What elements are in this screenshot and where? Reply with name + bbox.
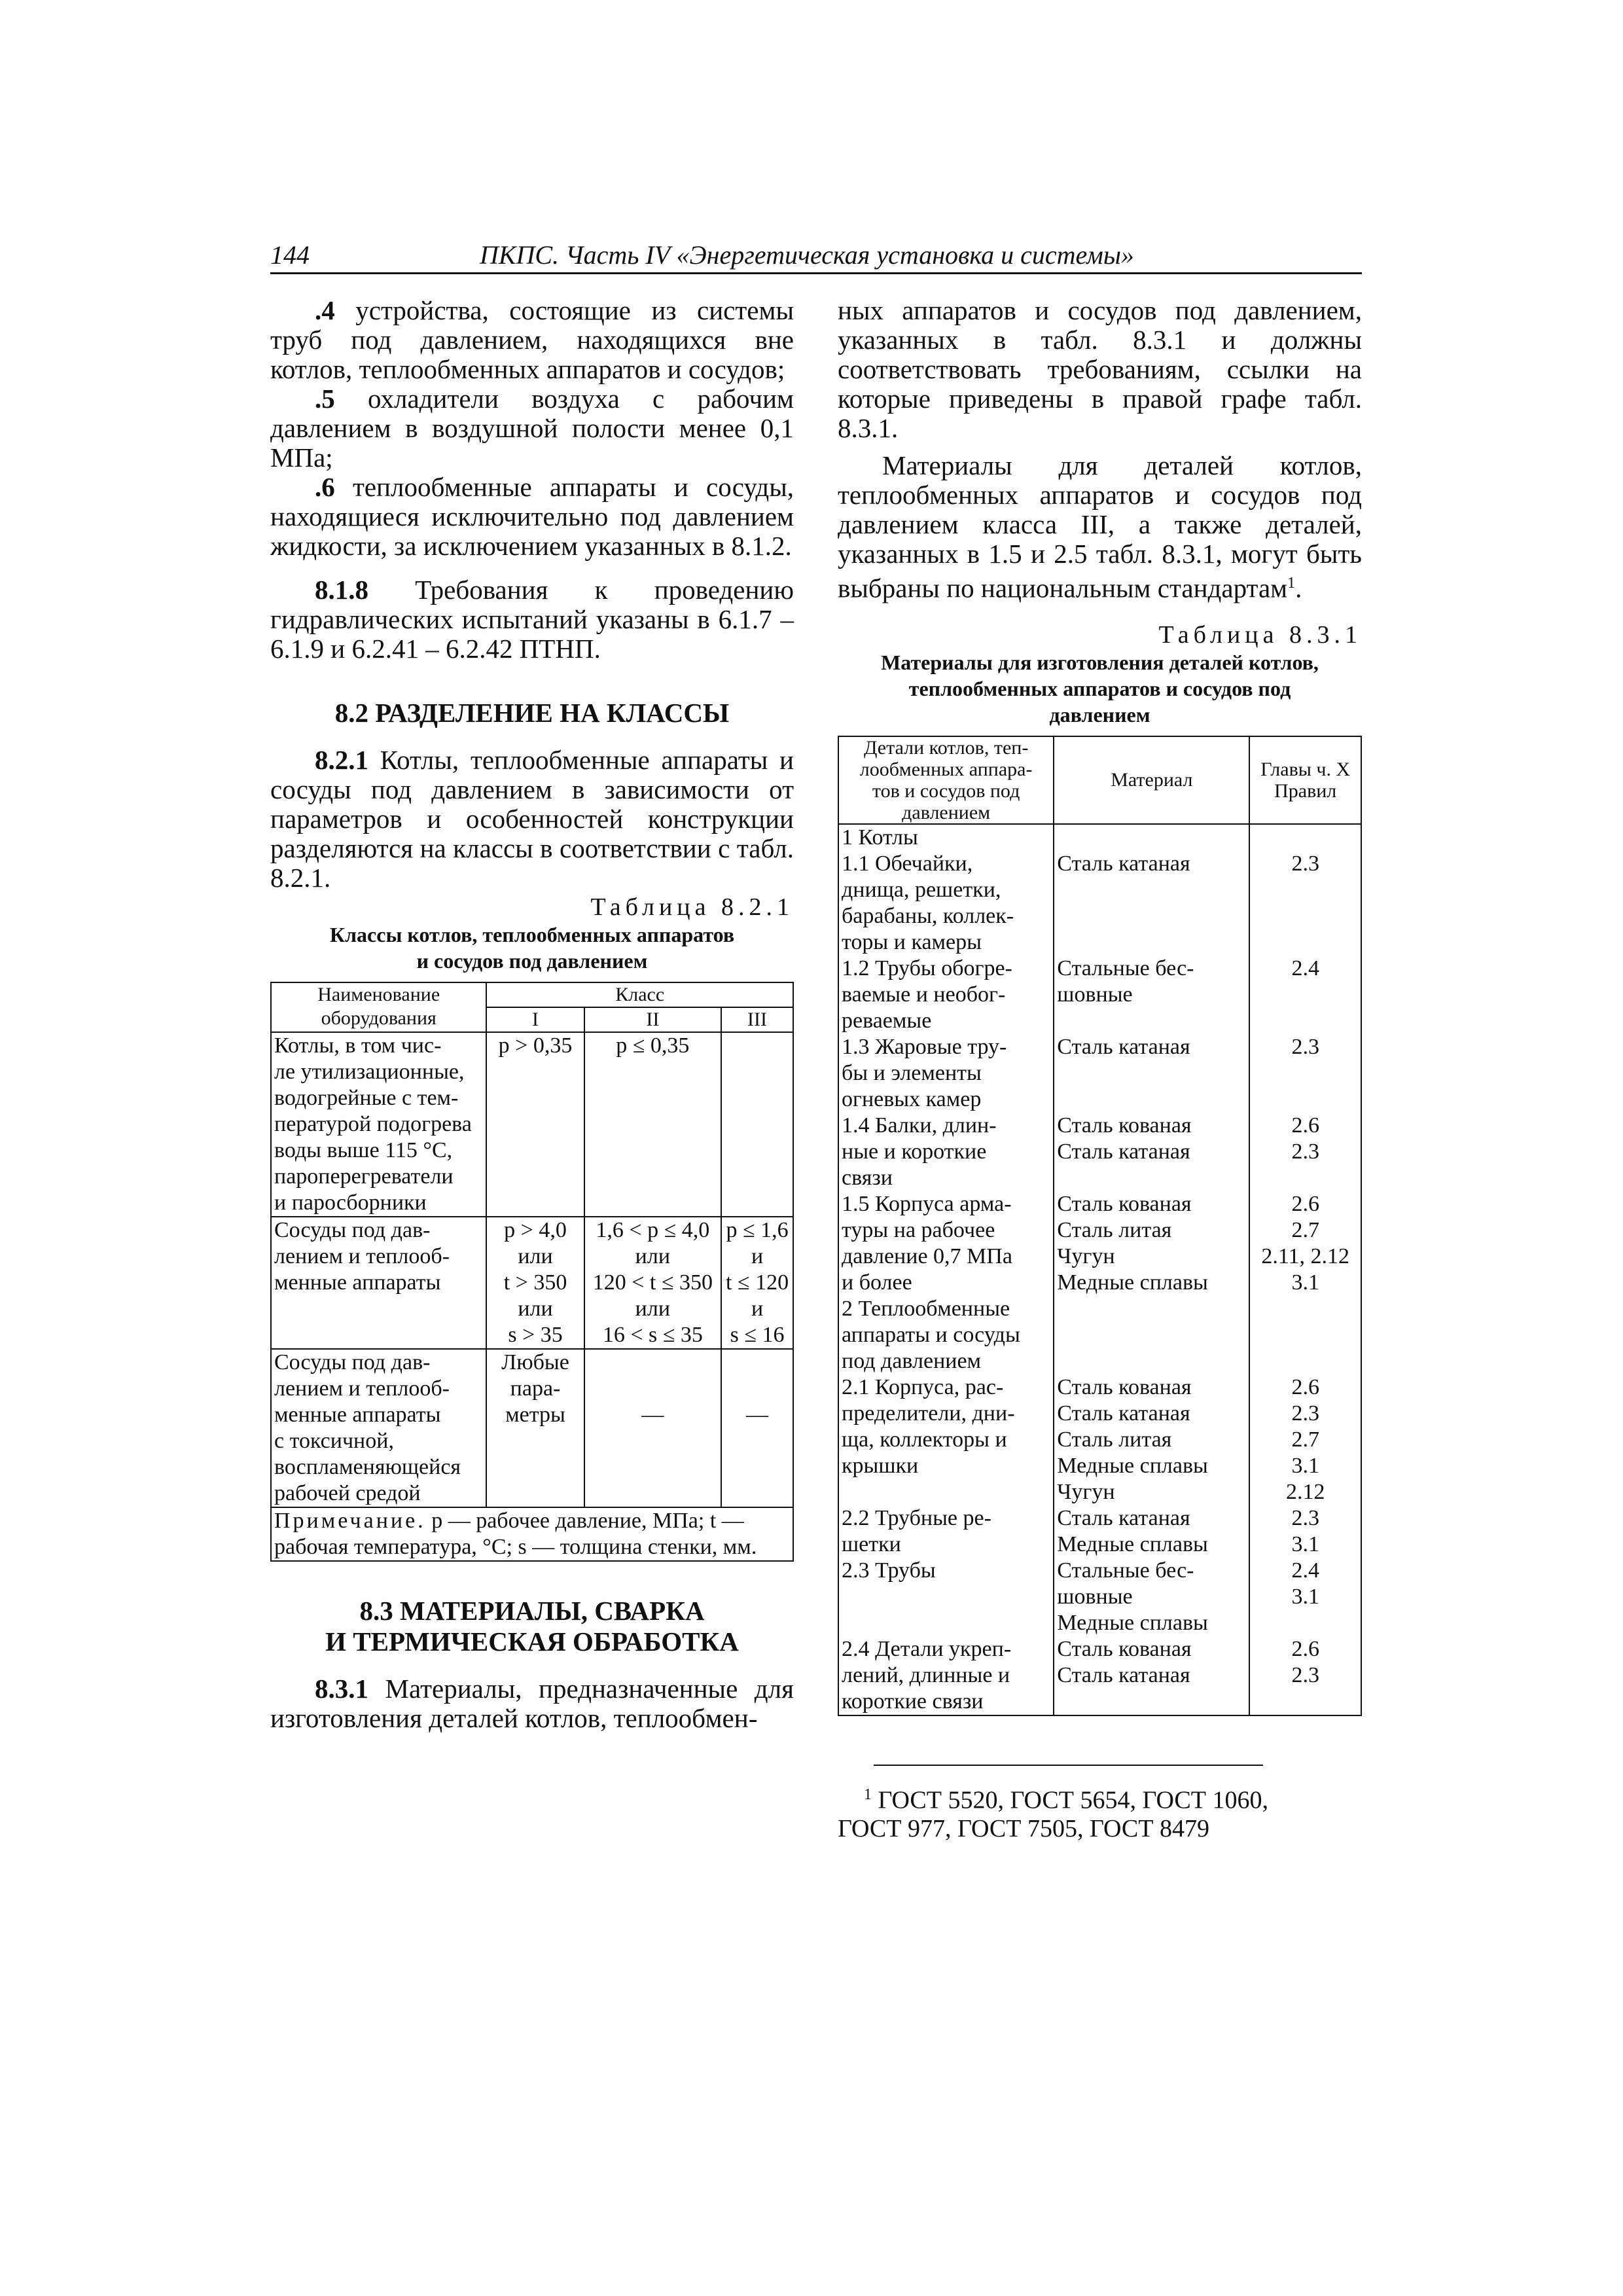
paragraph-end: . bbox=[1295, 573, 1302, 603]
part-cell bbox=[838, 1505, 1054, 1558]
column-header-class-2: II bbox=[584, 1007, 721, 1032]
part-cell bbox=[838, 1558, 1054, 1636]
table-row bbox=[838, 1034, 1361, 1113]
table-8-2-1-caption: Таблица 8.2.1 bbox=[590, 893, 794, 921]
material-cell-line: Сталь кованая bbox=[1057, 1374, 1192, 1399]
equipment-cell-line: воды выше 115 °С, bbox=[274, 1138, 453, 1162]
material-cell-line: Медные сплавы bbox=[1057, 1453, 1208, 1478]
table-row bbox=[271, 1217, 793, 1349]
table-row bbox=[271, 1032, 793, 1217]
class-2-cell-line: или bbox=[635, 1244, 671, 1268]
note-text: p — рабочее давление, МПа; t — рабочая температура, °С; s — толщина стенки, мм. bbox=[274, 1509, 757, 1559]
part-cell-line: пределители, дни- bbox=[842, 1401, 1015, 1426]
chapter-cell-line: 2.6 bbox=[1291, 1636, 1319, 1661]
chapter-cell bbox=[1249, 1374, 1361, 1505]
column-header-material: Материал bbox=[1054, 736, 1249, 824]
part-cell-line: 1.3 Жаровые тру- bbox=[842, 1034, 1007, 1059]
equipment-cell-line: Сосуды под дав- bbox=[274, 1350, 431, 1374]
equipment-cell bbox=[271, 1217, 486, 1349]
part-cell-line: аппараты и сосуды bbox=[842, 1322, 1020, 1347]
clause-number: 8.2.1 bbox=[315, 745, 368, 775]
column-header-equipment: Наименование оборудования bbox=[271, 982, 486, 1032]
table-8-3-1-title-line-3: давлением bbox=[1049, 702, 1150, 726]
part-cell-line: ваемые и необог- bbox=[842, 982, 1006, 1007]
footnote-line-2: ГОСТ 977, ГОСТ 7505, ГОСТ 8479 bbox=[838, 1815, 1209, 1843]
equipment-cell-line: Котлы, в том чис- bbox=[274, 1033, 442, 1058]
class-1-cell-line: p > 4,0 bbox=[504, 1218, 567, 1242]
chapter-cell bbox=[1249, 1034, 1361, 1113]
part-cell-line: давление 0,7 МПа bbox=[842, 1244, 1012, 1268]
chapter-cell-line: 3.1 bbox=[1291, 1270, 1319, 1295]
table-row bbox=[838, 1113, 1361, 1191]
table-row bbox=[838, 824, 1361, 851]
material-cell-line: Сталь катаная bbox=[1057, 1505, 1190, 1530]
material-cell bbox=[1054, 1113, 1249, 1191]
material-cell-line: шовные bbox=[1057, 982, 1133, 1007]
equipment-cell-line: ле утилизационные, bbox=[274, 1060, 465, 1084]
chapter-cell-line: 2.6 bbox=[1291, 1374, 1319, 1399]
part-cell-line: днища, решетки, bbox=[842, 877, 1001, 902]
clause-number: 8.3.1 bbox=[315, 1674, 368, 1704]
equipment-cell-line: и паросборники bbox=[274, 1191, 427, 1215]
part-cell-line: короткие связи bbox=[842, 1689, 984, 1713]
right-column bbox=[838, 296, 1362, 1843]
class-3-cell-line: s ≤ 16 bbox=[730, 1323, 785, 1347]
table-8-2-1-title-line-1: Классы котлов, теплообменных аппаратов bbox=[329, 923, 735, 946]
material-cell-line: Сталь кованая bbox=[1057, 1191, 1192, 1216]
paragraph-item-6 bbox=[270, 473, 794, 561]
class-2-cell-line: 120 < t ≤ 350 bbox=[592, 1270, 713, 1295]
part-cell-line: 2.4 Детали укреп- bbox=[842, 1636, 1012, 1661]
item-text: теплообменные аппараты и сосуды, находящиеся исключительно под давлением жидкости, за исключением указанных в 8.1.2. bbox=[270, 472, 794, 561]
chapter-cell-line: 2.3 bbox=[1291, 851, 1319, 876]
part-cell-line: барабаны, коллек- bbox=[842, 903, 1014, 928]
part-cell-line: 1.2 Трубы обогре- bbox=[842, 956, 1012, 980]
class-1-cell-line: p > 0,35 bbox=[498, 1033, 573, 1058]
material-cell-line: Сталь литая bbox=[1057, 1427, 1172, 1452]
chapter-cell-line: 3.1 bbox=[1291, 1584, 1319, 1609]
equipment-cell-line: с токсичной, bbox=[274, 1429, 394, 1453]
chapter-cell-line: 2.3 bbox=[1291, 1401, 1319, 1426]
part-cell-line: торы и камеры bbox=[842, 929, 982, 954]
chapter-cell-line: 2.4 bbox=[1291, 956, 1319, 980]
part-cell-line: под давлением bbox=[842, 1348, 982, 1373]
chapter-cell-line: 2.3 bbox=[1291, 1505, 1319, 1530]
chapter-cell bbox=[1249, 824, 1361, 851]
table-row bbox=[271, 1349, 793, 1507]
part-cell-line: 1.4 Балки, длин- bbox=[842, 1113, 997, 1138]
part-cell-line: 2.3 Трубы bbox=[842, 1558, 936, 1583]
item-text: устройства, состоящие из системы труб под давлением, находящихся вне котлов, теплообменных аппаратов и сосудов; bbox=[270, 295, 794, 384]
equipment-cell-line: менные аппараты bbox=[274, 1403, 441, 1427]
table-row bbox=[838, 1296, 1361, 1374]
part-cell-line: бы и элементы bbox=[842, 1060, 982, 1085]
part-cell-line: туры на рабочее bbox=[842, 1217, 995, 1242]
table-row bbox=[838, 1191, 1361, 1296]
material-cell bbox=[1054, 956, 1249, 1034]
footnote bbox=[838, 1780, 1362, 1844]
chapter-cell bbox=[1249, 1505, 1361, 1558]
material-cell-line: Медные сплавы bbox=[1057, 1270, 1208, 1295]
class-3-cell bbox=[721, 1217, 793, 1349]
equipment-cell-line: лением и теплооб- bbox=[274, 1244, 450, 1268]
equipment-cell-line: менные аппараты bbox=[274, 1270, 441, 1295]
part-cell bbox=[838, 824, 1054, 851]
material-cell-line: Стальные бес- bbox=[1057, 956, 1194, 980]
class-1-cell-line: Любые bbox=[501, 1350, 569, 1374]
class-2-cell bbox=[584, 1349, 721, 1507]
class-3-cell-line: p ≤ 1,6 bbox=[726, 1218, 789, 1242]
class-1-cell-line: t > 350 bbox=[503, 1270, 567, 1295]
material-cell-line: Сталь кованая bbox=[1057, 1636, 1192, 1661]
paragraph-national-standards bbox=[838, 451, 1362, 603]
note-label: Примечание. bbox=[274, 1509, 426, 1533]
column-header-chapters: Главы ч. X Правил bbox=[1249, 736, 1361, 824]
material-cell bbox=[1054, 1034, 1249, 1113]
part-cell-line: 1 Котлы bbox=[842, 825, 918, 850]
class-3-cell bbox=[721, 1032, 793, 1217]
chapter-cell-line: 2.11, 2.12 bbox=[1261, 1244, 1350, 1268]
part-cell bbox=[838, 851, 1054, 956]
equipment-cell-line: пературой подогрева bbox=[274, 1112, 472, 1136]
running-title: ПКПС. Часть IV «Энергетическая установка и системы» bbox=[480, 240, 1134, 270]
item-text: охладители воздуха с рабочим давлением в воздушной полости менее 0,1 МПа; bbox=[270, 384, 794, 473]
class-2-cell-line: 1,6 < p ≤ 4,0 bbox=[596, 1218, 710, 1242]
material-cell-line: Чугун bbox=[1057, 1479, 1115, 1504]
equipment-cell-line: рабочей средой bbox=[274, 1481, 421, 1505]
part-cell-line: ща, коллекторы и bbox=[842, 1427, 1007, 1452]
table-row bbox=[838, 1374, 1361, 1505]
footnote-mark: 1 bbox=[1287, 575, 1296, 592]
part-cell-line: реваемые bbox=[842, 1008, 932, 1033]
class-1-cell bbox=[486, 1349, 584, 1507]
material-cell-line: Чугун bbox=[1057, 1244, 1115, 1268]
part-cell bbox=[838, 1636, 1054, 1715]
part-cell-line: 2.1 Корпуса, рас- bbox=[842, 1374, 1004, 1399]
part-cell bbox=[838, 1374, 1054, 1505]
chapter-cell-line: 2.3 bbox=[1291, 1662, 1319, 1687]
class-1-cell-line: пара- bbox=[510, 1376, 561, 1401]
paragraph-text: Материалы для деталей котлов, теплообменных аппаратов и сосудов под давлением класса III, а также деталей, указанных в 1.5 и 2.5 табл. 8.3.1, могут быть выбраны по национальным стандартам bbox=[838, 450, 1362, 603]
item-number: .5 bbox=[315, 384, 335, 414]
material-cell-line: Сталь литая bbox=[1057, 1217, 1172, 1242]
material-cell bbox=[1054, 1636, 1249, 1715]
chapter-cell-line: 2.7 bbox=[1291, 1217, 1319, 1242]
clause-text: Требования к проведению гидравлических испытаний указаны в 6.1.7 – 6.1.9 и 6.2.41 – 6.2.42 ПТНП. bbox=[270, 575, 794, 664]
part-cell bbox=[838, 1034, 1054, 1113]
class-3-cell bbox=[721, 1349, 793, 1507]
table-row bbox=[838, 1636, 1361, 1715]
class-2-cell-line: p ≤ 0,35 bbox=[616, 1033, 690, 1058]
part-cell-line: ные и короткие bbox=[842, 1139, 987, 1164]
material-cell-line: Сталь кованая bbox=[1057, 1113, 1192, 1138]
material-cell bbox=[1054, 1558, 1249, 1636]
left-column bbox=[270, 296, 794, 1733]
table-8-3-1-title-line-2: теплообменных аппаратов и сосудов под bbox=[908, 676, 1291, 700]
class-2-cell-line: или bbox=[635, 1297, 671, 1321]
part-cell-line: лений, длинные и bbox=[842, 1662, 1010, 1687]
clause-text: Котлы, теплообменные аппараты и сосуды под давлением в зависимости от параметров и особенностей конструкции разделяются на классы в соответствии с табл. 8.2.1. bbox=[270, 745, 794, 893]
material-cell bbox=[1054, 1374, 1249, 1505]
material-cell-line: шовные bbox=[1057, 1584, 1133, 1609]
chapter-cell bbox=[1249, 1113, 1361, 1191]
clause-number: 8.1.8 bbox=[315, 575, 368, 605]
chapter-cell-line: 3.1 bbox=[1291, 1453, 1319, 1478]
chapter-cell-line: 3.1 bbox=[1291, 1532, 1319, 1556]
table-row bbox=[838, 1505, 1361, 1558]
class-3-cell-line: — bbox=[746, 1403, 769, 1427]
table-note bbox=[271, 1507, 793, 1561]
material-cell-line: Медные сплавы bbox=[1057, 1532, 1208, 1556]
class-2-cell bbox=[584, 1217, 721, 1349]
material-cell bbox=[1054, 1296, 1249, 1374]
equipment-cell-line: воспламеняющейся bbox=[274, 1455, 461, 1479]
table-row bbox=[838, 1558, 1361, 1636]
table-8-2-1 bbox=[270, 982, 794, 1562]
part-cell bbox=[838, 1296, 1054, 1374]
material-cell bbox=[1054, 1191, 1249, 1296]
footnote-rule bbox=[874, 1765, 1263, 1766]
page-header bbox=[270, 236, 1362, 274]
section-heading-8-3-line-2: И ТЕРМИЧЕСКАЯ ОБРАБОТКА bbox=[325, 1626, 739, 1657]
class-2-cell-line: 16 < s ≤ 35 bbox=[602, 1323, 703, 1347]
paragraph-8-2-1 bbox=[270, 745, 794, 893]
part-cell-line: 1.5 Корпуса арма- bbox=[842, 1191, 1012, 1216]
page-number: 144 bbox=[270, 240, 310, 270]
table-8-2-1-title-line-2: и сосудов под давлением bbox=[416, 949, 648, 973]
paragraph-item-5 bbox=[270, 384, 794, 473]
chapter-cell-line: 2.6 bbox=[1291, 1113, 1319, 1138]
footnote-line-1: ГОСТ 5520, ГОСТ 5654, ГОСТ 1060, bbox=[872, 1786, 1268, 1814]
chapter-cell bbox=[1249, 1558, 1361, 1636]
material-cell-line: Сталь катаная bbox=[1057, 851, 1190, 876]
material-cell-line: Медные сплавы bbox=[1057, 1610, 1208, 1635]
chapter-cell-line: 2.4 bbox=[1291, 1558, 1319, 1583]
table-8-3-1-title-line-1: Материалы для изготовления деталей котлов, bbox=[881, 650, 1319, 674]
table-8-3-1 bbox=[838, 736, 1362, 1716]
equipment-cell-line: Сосуды под дав- bbox=[274, 1218, 431, 1242]
column-header-class-3: III bbox=[721, 1007, 793, 1032]
part-cell-line: крышки bbox=[842, 1453, 919, 1478]
section-heading-8-3-line-1: 8.3 МАТЕРИАЛЫ, СВАРКА bbox=[359, 1596, 705, 1626]
class-3-cell-line: t ≤ 120 bbox=[725, 1270, 789, 1295]
equipment-cell bbox=[271, 1032, 486, 1217]
equipment-cell-line: водогрейные с тем- bbox=[274, 1086, 459, 1110]
table-8-3-1-caption: Таблица 8.3.1 bbox=[1158, 620, 1362, 649]
class-1-cell-line: s > 35 bbox=[508, 1323, 563, 1347]
class-1-cell-line: или bbox=[518, 1244, 553, 1268]
class-2-cell-line: — bbox=[641, 1403, 664, 1427]
item-number: .4 bbox=[315, 295, 335, 325]
chapter-cell-line: 2.12 bbox=[1285, 1479, 1325, 1504]
chapter-cell-line: 2.7 bbox=[1291, 1427, 1319, 1452]
material-cell bbox=[1054, 824, 1249, 851]
chapter-cell-line: 2.3 bbox=[1291, 1139, 1319, 1164]
material-cell-line: Сталь катаная bbox=[1057, 1139, 1190, 1164]
chapter-cell-line: 2.6 bbox=[1291, 1191, 1319, 1216]
column-header-class: Класс bbox=[486, 982, 793, 1007]
column-header-parts: Детали котлов, теп- лообменных аппара- тов и сосудов под давлением bbox=[838, 736, 1054, 824]
chapter-cell bbox=[1249, 851, 1361, 956]
chapter-cell bbox=[1249, 1296, 1361, 1374]
class-1-cell bbox=[486, 1032, 584, 1217]
class-1-cell-line: метры bbox=[505, 1403, 565, 1427]
chapter-cell bbox=[1249, 1636, 1361, 1715]
paragraph-8-1-8 bbox=[270, 575, 794, 664]
paragraph-8-3-1 bbox=[270, 1674, 794, 1733]
material-cell-line: Сталь катаная bbox=[1057, 1662, 1190, 1687]
class-3-cell-line: и bbox=[751, 1297, 764, 1321]
class-2-cell bbox=[584, 1032, 721, 1217]
part-cell-line: и более bbox=[842, 1270, 912, 1295]
paragraph-8-3-1-continued: ных аппаратов и сосудов под давлением, указанных в табл. 8.3.1 и должны соответствовать требованиям, ссылки на которые приведены в правой графе табл. 8.3.1. bbox=[838, 295, 1362, 443]
material-cell bbox=[1054, 851, 1249, 956]
chapter-cell bbox=[1249, 956, 1361, 1034]
equipment-cell-line: лением и теплооб- bbox=[274, 1376, 450, 1401]
part-cell-line: шетки bbox=[842, 1532, 901, 1556]
table-row bbox=[838, 851, 1361, 956]
footnote-number: 1 bbox=[864, 1785, 872, 1803]
material-cell bbox=[1054, 1505, 1249, 1558]
paragraph-item-4 bbox=[270, 296, 794, 384]
part-cell-line: 2.2 Трубные ре- bbox=[842, 1505, 991, 1530]
table-row bbox=[838, 956, 1361, 1034]
part-cell-line: связи bbox=[842, 1165, 893, 1190]
chapter-cell-line: 2.3 bbox=[1291, 1034, 1319, 1059]
class-1-cell bbox=[486, 1217, 584, 1349]
part-cell-line: 2 Теплообменные bbox=[842, 1296, 1010, 1321]
column-header-class-1: I bbox=[486, 1007, 584, 1032]
material-cell-line: Сталь катаная bbox=[1057, 1401, 1190, 1426]
clause-text: Материалы, предназначенные для изготовления деталей котлов, теплообмен- bbox=[270, 1674, 794, 1733]
part-cell-line: 1.1 Обечайки, bbox=[842, 851, 973, 876]
part-cell bbox=[838, 1191, 1054, 1296]
part-cell bbox=[838, 1113, 1054, 1191]
equipment-cell bbox=[271, 1349, 486, 1507]
equipment-cell-line: пароперегреватели bbox=[274, 1164, 454, 1189]
material-cell-line: Стальные бес- bbox=[1057, 1558, 1194, 1583]
class-1-cell-line: или bbox=[518, 1297, 553, 1321]
part-cell bbox=[838, 956, 1054, 1034]
part-cell-line: огневых камер bbox=[842, 1086, 982, 1111]
class-3-cell-line: и bbox=[751, 1244, 764, 1268]
material-cell-line: Сталь катаная bbox=[1057, 1034, 1190, 1059]
section-heading-8-2: 8.2 РАЗДЕЛЕНИЕ НА КЛАССЫ bbox=[334, 698, 730, 728]
item-number: .6 bbox=[315, 472, 335, 502]
chapter-cell bbox=[1249, 1191, 1361, 1296]
